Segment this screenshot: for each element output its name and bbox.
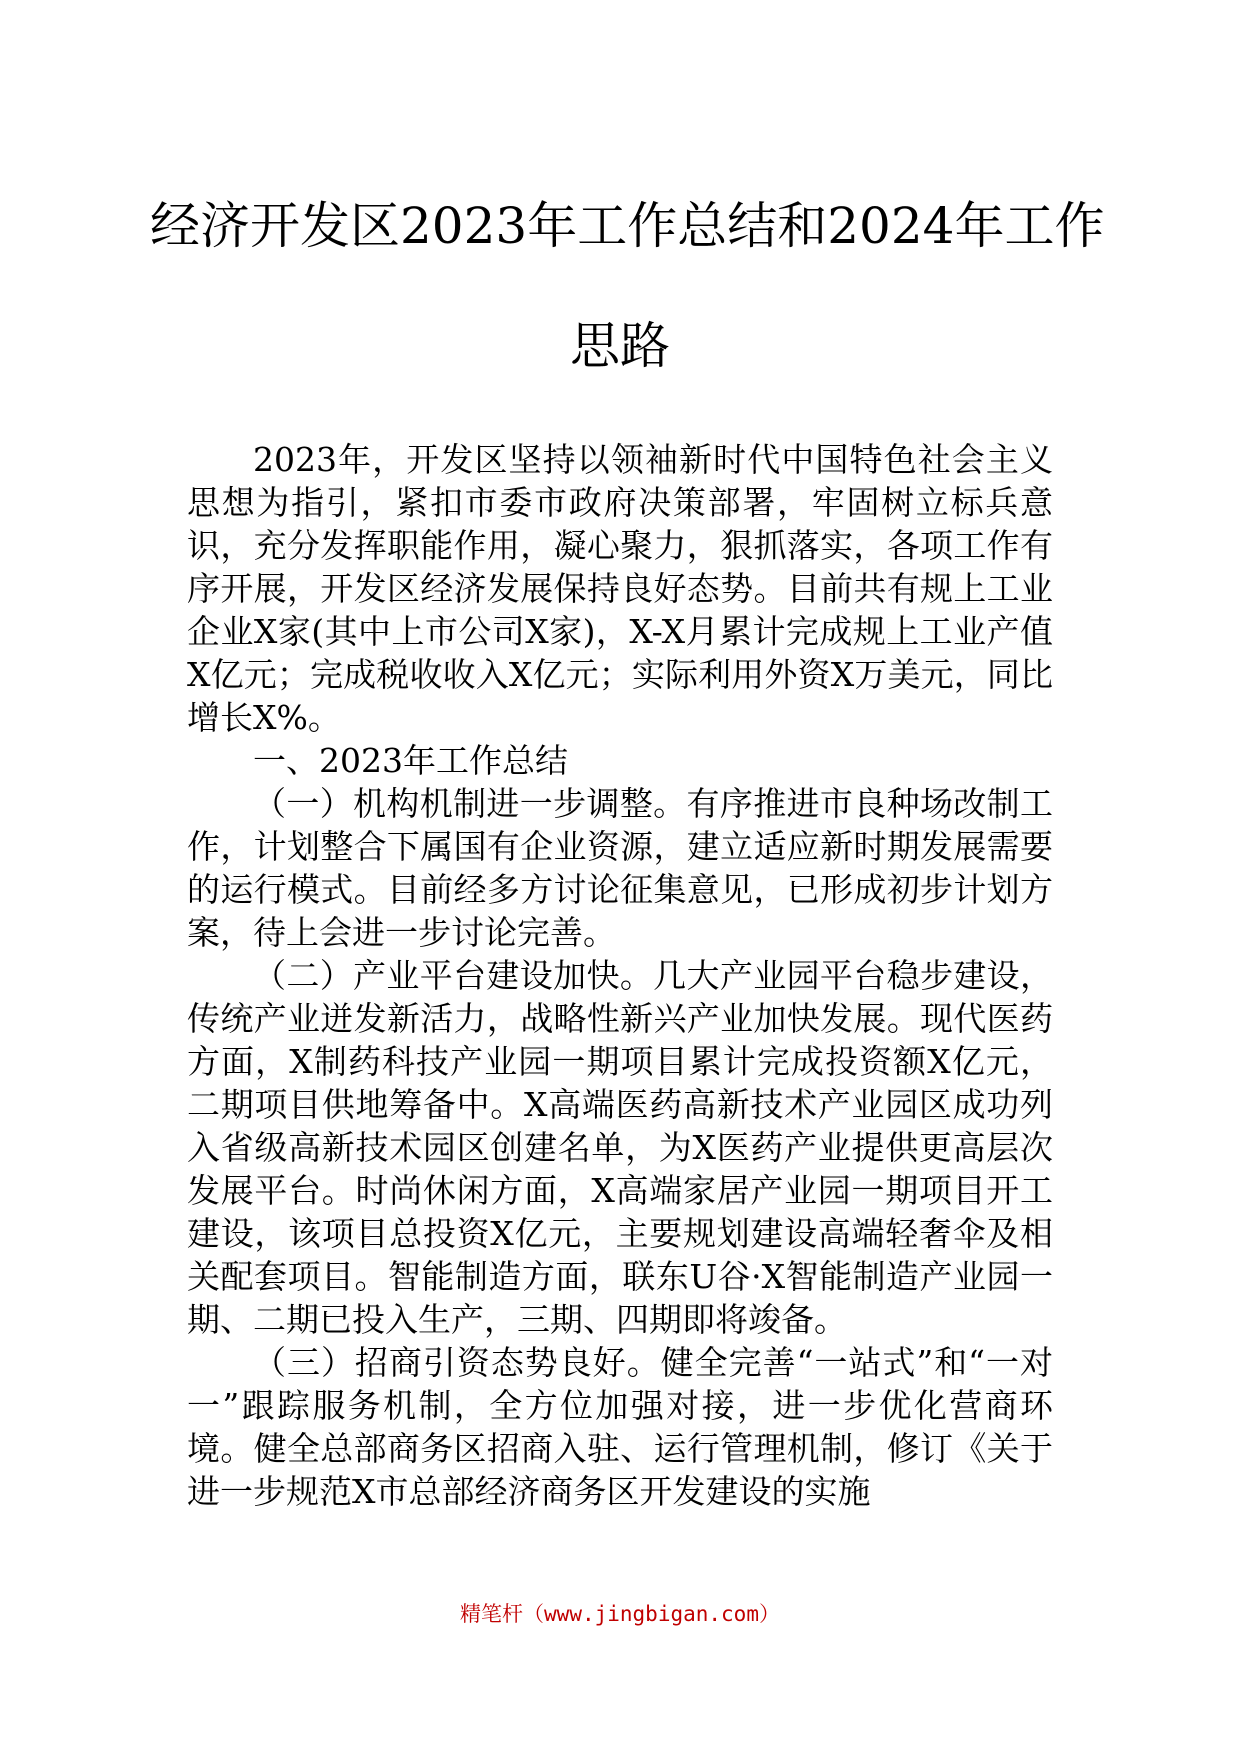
document-body	[187, 438, 1053, 1513]
title-line-1: 经济开发区2023年工作总结和2024年工作	[150, 197, 1105, 255]
title-line-2: 思路	[570, 317, 670, 375]
paragraph-investment: （三）招商引资态势良好。健全完善“一站式”和“一对一”跟踪服务机制，全方位加强对接，进一步优化营商环境。健全总部商务区招商入驻、运行管理机制，修订《关于进一步规范X市总部经济商务区开发建设的实施	[187, 1343, 1053, 1511]
intro-paragraph: 2023年，开发区坚持以领袖新时代中国特色社会主义思想为指引，紧扣市委市政府决策部署，牢固树立标兵意识，充分发挥职能作用，凝心聚力，狠抓落实，各项工作有序开展，开发区经济发展保持良好态势。目前共有规上工业企业X家(其中上市公司X家)，X-X月累计完成规上工业产值X亿元；完成税收收入X亿元；实际利用外资X万美元，同比增长X%。	[187, 440, 1053, 737]
section-heading: 一、2023年工作总结	[253, 741, 568, 780]
paragraph-institutions: （一）机构机制进一步调整。有序推进市良种场改制工作，计划整合下属国有企业资源，建立适应新时期发展需要的运行模式。目前经多方讨论征集意见，已形成初步计划方案，待上会进一步讨论完善。	[187, 784, 1053, 952]
document-title	[150, 196, 1105, 376]
footer-watermark: 精笔杆（www.jingbigan.com）	[460, 1602, 780, 1626]
paragraph-industrial-platforms: （二）产业平台建设加快。几大产业园平台稳步建设，传统产业迸发新活力，战略性新兴产业加快发展。现代医药方面，X制药科技产业园一期项目累计完成投资额X亿元，二期项目供地筹备中。X高端医药高新技术产业园区成功列入省级高新技术园区创建名单，为X医药产业提供更高层次发展平台。时尚休闲方面，X高端家居产业园一期项目开工建设，该项目总投资X亿元，主要规划建设高端轻奢伞及相关配套项目。智能制造方面，联东U谷·X智能制造产业园一期、二期已投入生产，三期、四期即将竣备。	[187, 956, 1053, 1339]
